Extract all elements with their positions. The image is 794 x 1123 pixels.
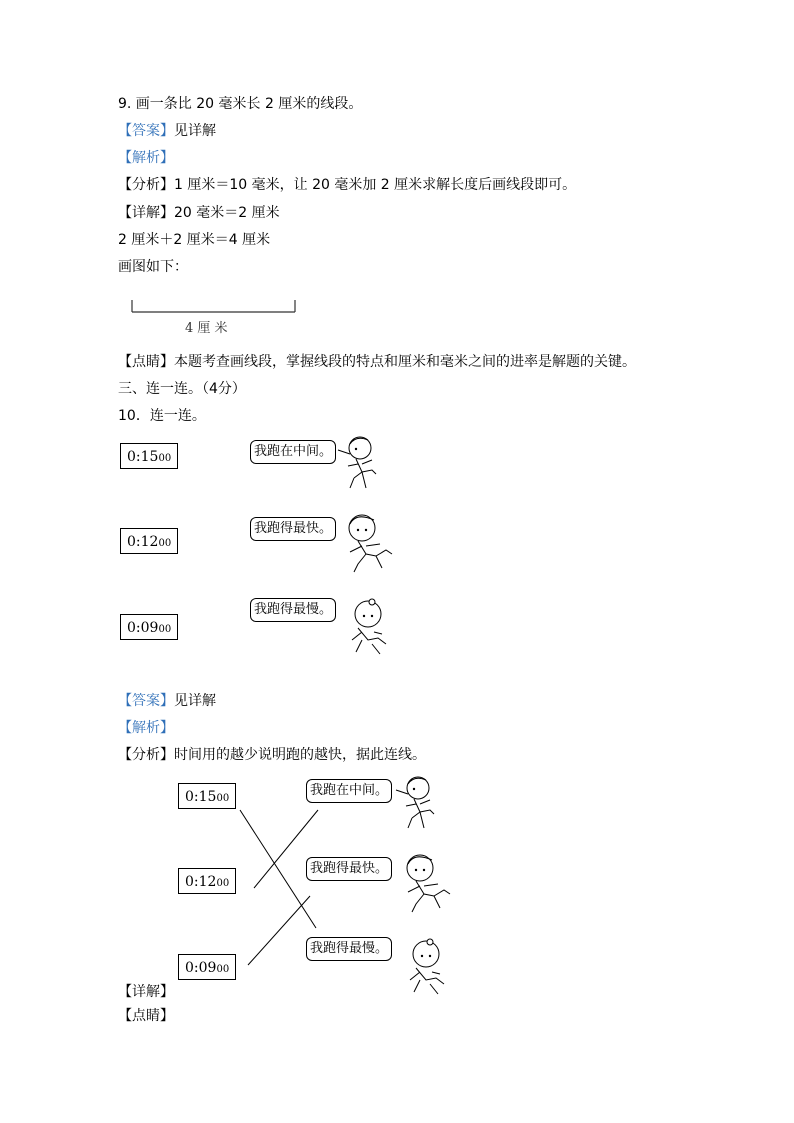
fenxi-tag: 【分析】 — [118, 747, 174, 763]
answer-running-child-3-icon — [400, 936, 452, 998]
q9-detail — [118, 203, 280, 223]
time-main: 0:15 — [127, 449, 159, 465]
q10-detail-tag: 【详解】 — [118, 984, 174, 1000]
speech-bubble-middle: 我跑在中间。 — [250, 440, 336, 464]
time-sub: 00 — [158, 538, 172, 549]
fenxi-tag: 【分析】 — [118, 177, 174, 193]
answer-time-box-1 — [178, 783, 236, 809]
time-sub: 00 — [158, 453, 172, 464]
answer-bubble-slowest: 我跑得最慢。 — [306, 937, 392, 961]
section-3-title: 三、连一连。（4分） — [118, 381, 246, 397]
q10-analysis-tag — [118, 718, 174, 738]
segment-label: 4 厘 米 — [185, 321, 228, 336]
answer-time-box-2 — [178, 868, 236, 894]
running-child-1-icon — [336, 432, 386, 492]
time-box-3 — [120, 614, 178, 640]
answer-text: 见详解 — [174, 123, 216, 139]
answer-running-child-1-icon — [394, 772, 444, 832]
time-sub: 00 — [216, 793, 230, 804]
answer-bubble-middle: 我跑在中间。 — [306, 779, 392, 803]
comment-text: 本题考查画线段，掌握线段的特点和厘米和毫米之间的进率是解题的关键。 — [174, 354, 636, 370]
time-sub: 00 — [216, 878, 230, 889]
time-main: 0:12 — [185, 874, 217, 890]
q10-question: 10．连一连。 — [118, 408, 206, 424]
connection-lines — [230, 800, 330, 970]
time-box-1 — [120, 443, 178, 469]
answer-text: 见详解 — [174, 693, 216, 709]
q10-comment-tag: 【点睛】 — [118, 1008, 174, 1024]
q10-fenxi — [118, 745, 426, 765]
q10-answer — [118, 691, 216, 711]
answer-running-child-2-icon — [398, 850, 456, 916]
running-child-3-icon — [342, 596, 394, 658]
speech-bubble-fastest: 我跑得最快。 — [250, 517, 336, 541]
speech-bubble-slowest: 我跑得最慢。 — [250, 598, 336, 622]
time-main: 0:09 — [185, 960, 217, 976]
line-segment-figure — [125, 298, 305, 318]
time-box-2 — [120, 528, 178, 554]
time-main: 0:12 — [127, 534, 159, 550]
answer-bubble-fastest: 我跑得最快。 — [306, 857, 392, 881]
answer-time-box-3 — [178, 954, 236, 980]
time-sub: 00 — [158, 624, 172, 635]
answer-tag: 【答案】 — [118, 693, 174, 709]
running-child-2-icon — [340, 510, 398, 576]
detail-tag: 【详解】 — [118, 205, 174, 221]
q9-comment — [118, 352, 636, 372]
q9-fenxi — [118, 175, 576, 195]
fenxi-text: 时间用的越少说明跑的越快，据此连线。 — [174, 747, 426, 763]
analysis-tag: 【解析】 — [118, 150, 174, 166]
detail-line1: 20 毫米＝2 厘米 — [174, 205, 280, 221]
time-main: 0:09 — [127, 620, 159, 636]
q9-answer — [118, 121, 216, 141]
time-sub: 00 — [216, 964, 230, 975]
fenxi-text: 1 厘米＝10 毫米，让 20 毫米加 2 厘米求解长度后画线段即可。 — [174, 177, 577, 193]
comment-tag: 【点睛】 — [118, 354, 174, 370]
q9-draw-label: 画图如下： — [118, 259, 188, 275]
q9-question: 9. 画一条比 20 毫米长 2 厘米的线段。 — [118, 96, 363, 112]
q9-detail-line2: 2 厘米＋2 厘米＝4 厘米 — [118, 232, 271, 248]
time-main: 0:15 — [185, 789, 217, 805]
answer-tag: 【答案】 — [118, 123, 174, 139]
q9-analysis-tag — [118, 148, 174, 168]
analysis-tag: 【解析】 — [118, 720, 174, 736]
